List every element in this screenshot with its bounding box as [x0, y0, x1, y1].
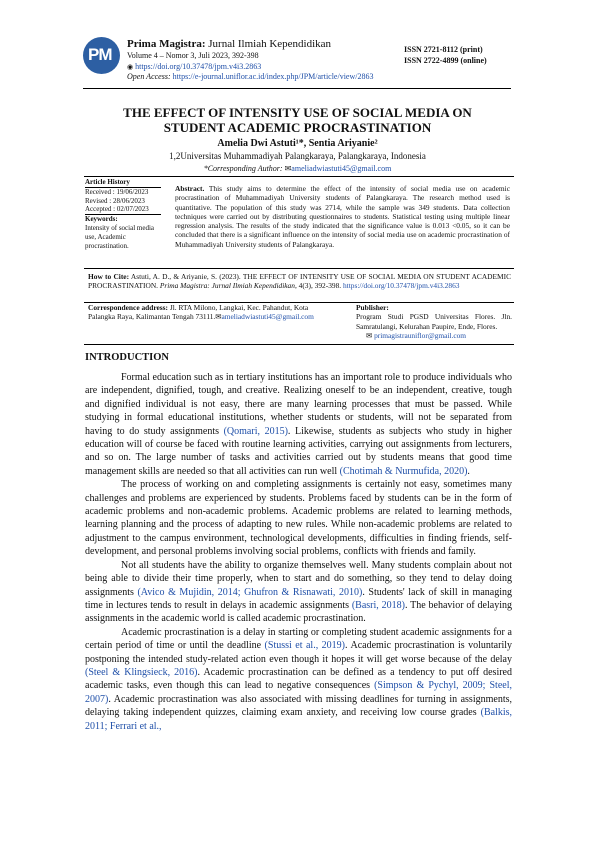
- cite-label: How to Cite:: [88, 272, 130, 281]
- intro-paragraph: [85, 478, 512, 558]
- paragraph-text: .: [467, 465, 470, 477]
- open-access-link[interactable]: https://e-journal.uniflor.ac.id/index.php/JPM/article/view/2863: [172, 72, 374, 81]
- keywords-heading: Keywords:: [85, 215, 118, 224]
- affiliation: 1,2Universitas Muhammadiyah Palangkaraya, Palangkaraya, Indonesia: [169, 151, 426, 161]
- authors: Amelia Dwi Astuti¹*, Sentia Ariyanie²: [217, 138, 378, 149]
- citation-link[interactable]: (Balkis, 2011; Ferrari et al.,: [85, 707, 512, 732]
- paragraph-text: . Students' lack of skill in managing time in lectures tends to result in delays in academic assignments: [85, 586, 512, 611]
- citation-link[interactable]: (Steel & Klingsieck, 2016): [85, 666, 198, 678]
- correspondence-block: [88, 303, 318, 322]
- received-date: Received : 19/06/2023: [85, 187, 149, 196]
- correspondence-email-link[interactable]: ameliadwiastuti45@gmail.com: [221, 312, 314, 322]
- publisher-block: [356, 303, 512, 340]
- accepted-date: Accepted : 02/07/2023: [85, 205, 149, 214]
- article-history-heading: Article History: [85, 178, 130, 186]
- revised-date: Revised : 28/06/2023: [85, 196, 145, 205]
- citation-link[interactable]: (Qomari, 2015): [223, 425, 288, 437]
- citation-link[interactable]: (Basri, 2018): [351, 599, 405, 611]
- corresponding-label: *Corresponding Author:: [203, 164, 283, 173]
- intro-paragraph: [85, 371, 512, 478]
- cite-volume: , 4(3), 392-398.: [294, 281, 342, 291]
- email-icon: ✉: [366, 330, 373, 340]
- introduction-body: [85, 371, 512, 733]
- introduction-heading: INTRODUCTION: [85, 352, 170, 363]
- citation-link[interactable]: (Simpson & Pychyl, 2009; Steel, 2007): [85, 680, 512, 705]
- issn-print: ISSN 2721-8112 (print): [404, 45, 483, 54]
- info-bottom-rule: [84, 268, 514, 269]
- journal-subtitle: Jurnal Ilmiah Kependidikan: [205, 38, 332, 50]
- paragraph-text: Not all students have the ability to organize themselves well. Many students complain about not being able to divide their time properly, when to start and do something, so they tend to delay doing assignments: [85, 559, 512, 598]
- title-line-2: STUDENT ACADEMIC PROCRASTINATION: [163, 120, 432, 135]
- open-access-label: Open Access:: [127, 72, 171, 81]
- article-history: [85, 178, 165, 250]
- doi-icon: ◉: [127, 62, 134, 71]
- citation-link[interactable]: (Avico & Mujidin, 2014; Ghufron & Risnawati, 2010): [137, 586, 363, 598]
- cite-text: Astuti, A. D., & Ariyanie, S. (2023). THE EFFECT OF INTENSITY USE OF SOCIAL MEDIA ON STUDENT ACADEMIC PROCRASTINATION.: [88, 272, 511, 291]
- publisher-email-link[interactable]: primagistrauniflor@gmail.com: [374, 330, 467, 340]
- citation-link[interactable]: (Stussi et al., 2019): [264, 640, 346, 652]
- publisher-heading: Publisher:: [356, 303, 389, 312]
- journal-logo: PM: [83, 37, 120, 74]
- paper-title: [60, 105, 535, 135]
- intro-paragraph: [85, 626, 512, 733]
- title-line-1: THE EFFECT OF INTENSITY USE OF SOCIAL MEDIA ON: [123, 105, 472, 120]
- abstract-label: Abstract.: [175, 184, 205, 193]
- correspondence-heading: Correspondence address:: [88, 303, 168, 312]
- cite-doi-link[interactable]: https://doi.org/10.37478/jpm.v4i3.2863: [342, 281, 460, 291]
- header-doi-link[interactable]: https://doi.org/10.37478/jpm.v4i3.2863: [135, 61, 262, 71]
- paragraph-text: . Academic procrastination was also associated with missing deadlines for turning in assignments, delaying taking independent quizzes, claiming exam anxiety, and receiving low course grades: [85, 693, 512, 719]
- abstract-text: This study aims to determine the effect of the intensity of social media use on academic procrastination of Muhammadiyah University students of Palangkaraya. The research method used is quantitative. The population of this study was 2714, while the sample was 349 students. Data collection techniques were carried out by distributing questionnaires to students. Statistical testing using multiple linear regression analysis. The results of the study indicated that the significance value is 0.013 <0.05, so it can be concluded that there is a significant influence on the intensity of social media use on academic procrastination of Muhammadiyah University students of Palangkaraya.: [175, 184, 510, 249]
- correspondence-address: Jl. RTA Milono, Langkai, Kec. Pahandut, Kota Palangka Raya, Kalimantan Tengah 73111.: [88, 303, 309, 322]
- journal-name: Prima Magistra:: [127, 38, 206, 50]
- citation-link[interactable]: (Chotimah & Nurmufida, 2020): [339, 465, 468, 477]
- journal-header: [127, 38, 407, 83]
- keywords: Intensity of social media use, Academic procrastination.: [85, 223, 155, 250]
- cite-journal: Prima Magistra: Jurnal Ilmiah Kependidikan: [159, 281, 295, 291]
- how-to-cite: [88, 272, 511, 291]
- corresponding-author: [60, 164, 535, 173]
- section-rule: [84, 344, 514, 345]
- paragraph-text: . Academic procrastination can be defined as a tendency to put off desired academic tasks, even though this can lead to negative consequences: [85, 666, 512, 692]
- paragraph-text: . Likewise, students as subjects who study in higher education will of course be faced with routine learning activities, carrying out assignments from lecturers, and so on. The large number of tasks and activities carried out by students means that good time management skills are needed so that all activities can run well: [85, 425, 512, 477]
- paragraph-text: . Academic procrastination is voluntarily postponing the intended study-related action even though it hopes it will get worse because of the delay: [85, 640, 513, 665]
- paragraph-text: Academic procrastination is a delay in starting or completing student academic assignments for a certain period of time or until the deadline: [85, 626, 512, 652]
- abstract: [175, 184, 510, 249]
- volume-info: Volume 4 – Nomor 3, Juli 2023, 392-398: [127, 51, 259, 60]
- issn-block: [404, 44, 487, 66]
- paragraph-text: . The behavior of delaying assignments in the academic world is called academic procrastination.: [85, 599, 512, 625]
- intro-paragraph: [85, 559, 512, 626]
- email-icon: ✉: [215, 312, 222, 322]
- header-divider: [83, 88, 511, 89]
- publisher-address: Program Studi PGSD Universitas Flores. Jln. Samratulangi, Kelurahan Paupire, Ende, Flores.: [356, 312, 512, 331]
- issn-online: ISSN 2722-4899 (online): [404, 56, 487, 65]
- paragraph-text: Formal education such as in tertiary institutions has an important role to produce individuals who are independent, dignified, tough, and creative. Realizing oneself to be an independent, creative, tough and dignified individual is not easy, there are many learning processes that must be passed. While studying in formal educational institutions, whether students or students, will not be separated from having to do study assignments: [85, 372, 512, 437]
- corresponding-email-link[interactable]: ameliadwiastuti45@gmail.com: [291, 164, 392, 173]
- email-icon: ✉: [284, 164, 292, 173]
- paragraph-text: The process of working on and completing assignments is certainly not easy, sometimes many challenges and problems are experienced by students. Problems faced by students can be in the form of academic problems and non-academic problems. Academic problems are related to learning methods, learning planning and the process of adapting to new rules. While non-academic problems are related to adjustment to the campus environment, technological developments, difficulties in finding friends, self-development, and personal problems involving social problems, conflicts with friends and family.: [85, 479, 512, 558]
- info-top-rule: [84, 176, 514, 177]
